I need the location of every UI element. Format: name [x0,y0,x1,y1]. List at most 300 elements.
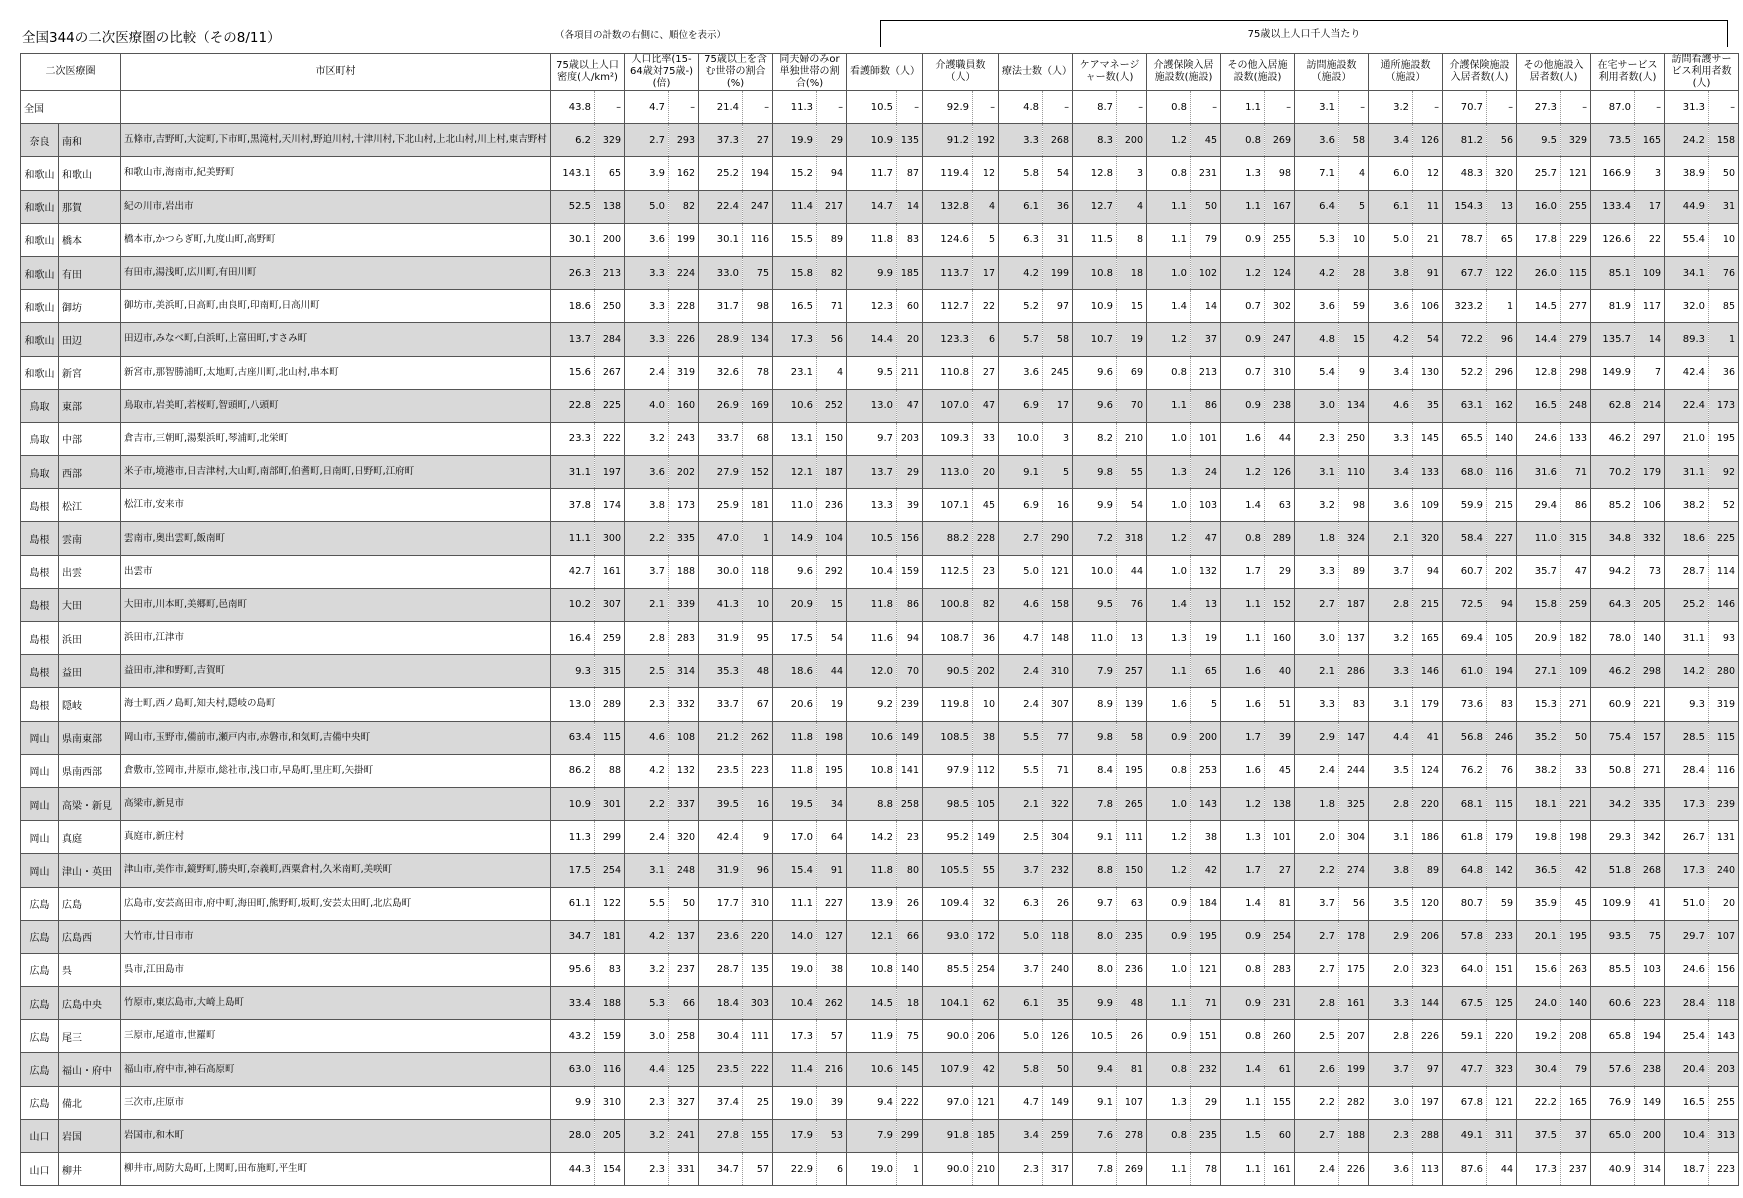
cell-rank: 146 [1709,588,1739,621]
cell-rank: 237 [669,953,699,986]
cell-value: 90.0 [923,1153,973,1186]
cell-value: 28.5 [1665,721,1709,754]
cell-rank: 121 [973,1086,999,1119]
cell-rank: 159 [897,555,923,588]
cell-rank: 27 [743,124,773,157]
cell-rank: 44 [1117,555,1147,588]
cell-value: 109.4 [923,887,973,920]
cell-rank: 19 [1191,622,1221,655]
cell-rank: 135 [897,124,923,157]
cell-rank: 71 [1561,456,1591,489]
cell-value: 10.5 [847,522,897,555]
cell-value: 61.0 [1443,655,1487,688]
cell-value: 2.7 [1295,920,1339,953]
cell-value: 4.7 [625,91,669,124]
cell-value: 3.0 [1295,622,1339,655]
cell-value: 3.3 [625,323,669,356]
cell-value: 64.0 [1443,953,1487,986]
cell-value: 1.3 [1221,157,1265,190]
cell-value: 1.3 [1147,1086,1191,1119]
cell-value: 2.7 [1295,1119,1339,1152]
cell-value: 30.1 [699,223,743,256]
cell-value: 47.0 [699,522,743,555]
cell-value: 11.8 [847,588,897,621]
cell-value: 4.6 [999,588,1043,621]
cell-rank: 315 [1561,522,1591,555]
cell-municipalities: 新宮市,那智勝浦町,太地町,古座川町,北山村,串本町 [121,356,551,389]
cell-value: 7.1 [1295,157,1339,190]
cell-rank: 130 [1413,356,1443,389]
cell-value: 41.3 [699,588,743,621]
header-metric: その他入居施設数(施設) [1221,54,1295,91]
cell-value: 4.6 [625,721,669,754]
cell-rank: 235 [1117,920,1147,953]
cell-value: 4.2 [625,920,669,953]
cell-value: 1.0 [1147,256,1191,289]
cell-value: 119.4 [923,157,973,190]
cell-rank: 54 [1117,489,1147,522]
cell-value: 31.3 [1665,91,1709,124]
cell-rank: 41 [1413,721,1443,754]
cell-area: 有田 [59,256,121,289]
cell-value: 113.7 [923,256,973,289]
table-body [21,91,1739,1186]
cell-rank: 81 [1265,887,1295,920]
cell-rank: 161 [1339,987,1369,1020]
cell-value: 6.9 [999,489,1043,522]
cell-rank: 208 [1561,1020,1591,1053]
cell-rank: 55 [1117,456,1147,489]
cell-value: 107.9 [923,1053,973,1086]
cell-rank: 138 [595,190,625,223]
cell-value: 4.6 [1369,389,1413,422]
cell-area: 浜田 [59,622,121,655]
table-row [21,1053,1739,1086]
cell-value: 3.6 [1369,489,1413,522]
cell-rank: 1 [743,522,773,555]
cell-value: 6.4 [1295,190,1339,223]
cell-value: 8.4 [1073,754,1117,787]
cell-value: 2.4 [1295,1153,1339,1186]
cell-area: 中部 [59,422,121,455]
cell-rank: – [1339,91,1369,124]
cell-value: 19.5 [773,787,817,820]
table-row [21,622,1739,655]
page-title: 全国344の二次医療圏の比較（その8/11） [22,30,281,46]
cell-rank: – [1635,91,1665,124]
cell-value: 0.9 [1221,223,1265,256]
cell-rank: 282 [1339,1086,1369,1119]
cell-value: 4.4 [625,1053,669,1086]
cell-value: 1.1 [1221,190,1265,223]
cell-value: 35.2 [1517,721,1561,754]
cell-rank: 158 [1043,588,1073,621]
table-row [21,821,1739,854]
cell-value: 1.2 [1221,456,1265,489]
cell-value: 112.7 [923,290,973,323]
cell-value: 30.0 [699,555,743,588]
cell-municipalities: 大田市,川本町,美郷町,邑南町 [121,588,551,621]
cell-rank: 210 [973,1153,999,1186]
cell-rank: 124 [1413,754,1443,787]
cell-value: 65.8 [1591,1020,1635,1053]
cell-value: 11.4 [773,190,817,223]
cell-value: 33.7 [699,688,743,721]
cell-rank: 10 [973,688,999,721]
cell-rank: 319 [669,356,699,389]
cell-area: 松江 [59,489,121,522]
cell-rank: 245 [1043,356,1073,389]
cell-value: 23.3 [551,422,595,455]
cell-value: 18.6 [551,290,595,323]
cell-rank: 178 [1339,920,1369,953]
cell-value: 28.4 [1665,754,1709,787]
cell-rank: 56 [1487,124,1517,157]
cell-value: 107.1 [923,489,973,522]
cell-rank: 34 [817,787,847,820]
cell-rank: 47 [1561,555,1591,588]
cell-value: 18.6 [1665,522,1709,555]
cell-rank: 255 [1561,190,1591,223]
cell-rank: 118 [1709,987,1739,1020]
cell-value: 70.7 [1443,91,1487,124]
cell-value: 8.8 [847,787,897,820]
cell-rank: 126 [1043,1020,1073,1053]
cell-value: 20.4 [1665,1053,1709,1086]
cell-rank: 259 [1043,1119,1073,1152]
cell-rank: 229 [1561,223,1591,256]
cell-municipalities: 鳥取市,岩美町,若桜町,智頭町,八頭町 [121,389,551,422]
cell-rank: 118 [1043,920,1073,953]
cell-value: 0.9 [1221,987,1265,1020]
cell-value: 17.3 [1665,854,1709,887]
cell-value: 2.8 [1369,1020,1413,1053]
cell-prefecture: 島根 [21,555,59,588]
cell-value: 10.0 [1073,555,1117,588]
cell-value: 78.7 [1443,223,1487,256]
cell-prefecture: 山口 [21,1119,59,1152]
cell-rank: 4 [817,356,847,389]
cell-rank: 69 [1117,356,1147,389]
cell-rank: 141 [897,754,923,787]
table-row [21,1086,1739,1119]
cell-rank: 318 [1117,522,1147,555]
cell-value: 0.9 [1221,920,1265,953]
cell-rank: 310 [743,887,773,920]
cell-rank: 51 [1265,688,1295,721]
cell-value: 81.2 [1443,124,1487,157]
header-area: 二次医療圏 [21,54,121,91]
cell-value: 9.2 [847,688,897,721]
cell-value: 1.0 [1147,489,1191,522]
cell-value: 2.3 [625,688,669,721]
cell-rank: 31 [1709,190,1739,223]
cell-value: 63.0 [551,1053,595,1086]
cell-value: 85.5 [923,953,973,986]
cell-value: 3.1 [625,854,669,887]
cell-rank: 85 [1709,290,1739,323]
cell-value: 11.3 [551,821,595,854]
cell-rank: 83 [1339,688,1369,721]
cell-rank: 80 [897,854,923,887]
cell-rank: 246 [1487,721,1517,754]
cell-value: 6.1 [999,987,1043,1020]
cell-value: 95.2 [923,821,973,854]
cell-value: 34.2 [1591,787,1635,820]
cell-rank: 7 [1635,356,1665,389]
cell-value: 2.3 [1369,1119,1413,1152]
cell-rank: 98 [1265,157,1295,190]
cell-rank: 58 [1043,323,1073,356]
cell-value: 11.4 [773,1053,817,1086]
cell-rank: 120 [1413,887,1443,920]
cell-rank: 18 [897,987,923,1020]
cell-value: 11.1 [551,522,595,555]
cell-value: 51.8 [1591,854,1635,887]
cell-value: 2.0 [1295,821,1339,854]
cell-rank: – [1709,91,1739,124]
cell-value: 2.0 [1369,953,1413,986]
cell-rank: 55 [973,854,999,887]
cell-rank: 53 [817,1119,847,1152]
table-row [21,223,1739,256]
cell-rank: 247 [1265,323,1295,356]
cell-value: 1.4 [1147,290,1191,323]
cell-value: 0.8 [1147,157,1191,190]
cell-value: 107.0 [923,389,973,422]
cell-value: 3.2 [1369,622,1413,655]
cell-rank: 188 [669,555,699,588]
cell-rank: 214 [1635,389,1665,422]
cell-rank: 216 [817,1053,847,1086]
cell-rank: 106 [1413,290,1443,323]
cell-rank: 36 [1709,356,1739,389]
cell-prefecture: 鳥取 [21,456,59,489]
cell-value: 37.8 [551,489,595,522]
cell-rank: 165 [1413,622,1443,655]
cell-rank: 133 [1413,456,1443,489]
cell-rank: 94 [897,622,923,655]
cell-rank: 271 [1561,688,1591,721]
cell-rank: 292 [817,555,847,588]
cell-rank: 277 [1561,290,1591,323]
cell-rank: 4 [973,190,999,223]
cell-rank: 268 [1635,854,1665,887]
cell-value: 60.7 [1443,555,1487,588]
cell-value: 52.5 [551,190,595,223]
cell-value: 1.1 [1147,987,1191,1020]
cell-rank: 75 [897,1020,923,1053]
cell-rank: 239 [1709,787,1739,820]
cell-value: 43.2 [551,1020,595,1053]
cell-rank: 15 [1117,290,1147,323]
cell-value: 7.2 [1073,522,1117,555]
cell-value: 25.7 [1517,157,1561,190]
cell-value: 1.0 [1147,555,1191,588]
cell-value: 11.0 [1517,522,1561,555]
cell-rank: 254 [973,953,999,986]
cell-rank: 115 [1561,256,1591,289]
cell-value: 149.9 [1591,356,1635,389]
cell-rank: 262 [743,721,773,754]
cell-prefecture: 島根 [21,489,59,522]
cell-rank: 29 [1191,1086,1221,1119]
cell-rank: 103 [1635,953,1665,986]
cell-rank: 197 [595,456,625,489]
cell-rank: 126 [1265,456,1295,489]
cell-value: 124.6 [923,223,973,256]
table-row [21,389,1739,422]
cell-rank: 10 [743,588,773,621]
cell-rank: 329 [1561,124,1591,157]
cell-prefecture: 島根 [21,655,59,688]
cell-rank: – [817,91,847,124]
cell-value: 5.0 [999,1020,1043,1053]
cell-rank: 134 [1339,389,1369,422]
cell-value: 2.4 [625,821,669,854]
cell-area: 備北 [59,1086,121,1119]
cell-value: 34.7 [551,920,595,953]
cell-municipalities: 海士町,西ノ島町,知夫村,隠岐の島町 [121,688,551,721]
cell-rank: 96 [743,854,773,887]
cell-rank: 202 [669,456,699,489]
cell-value: 9.7 [847,422,897,455]
cell-area: 岩国 [59,1119,121,1152]
cell-prefecture: 岡山 [21,754,59,787]
cell-rank: 59 [1487,887,1517,920]
cell-value: 9.6 [1073,356,1117,389]
cell-rank: 124 [1265,256,1295,289]
cell-rank: 58 [1339,124,1369,157]
cell-municipalities: 岩国市,和木町 [121,1119,551,1152]
cell-rank: 65 [595,157,625,190]
cell-municipalities: 益田市,津和野町,吉賀町 [121,655,551,688]
cell-value: 38.2 [1517,754,1561,787]
cell-rank: 236 [817,489,847,522]
cell-value: 17.0 [773,821,817,854]
cell-value: 3.3 [625,256,669,289]
cell-rank: 185 [973,1119,999,1152]
cell-rank: 215 [1487,489,1517,522]
cell-rank: – [1191,91,1221,124]
cell-value: 11.5 [1073,223,1117,256]
cell-value: 3.7 [1295,887,1339,920]
table-row [21,290,1739,323]
cell-value: 27.3 [1517,91,1561,124]
cell-value: 2.7 [1295,588,1339,621]
cell-value: 0.9 [1147,721,1191,754]
cell-value: 10.5 [847,91,897,124]
cell-rank: 248 [1561,389,1591,422]
cell-rank: 134 [743,323,773,356]
cell-prefecture: 鳥取 [21,389,59,422]
cell-value: 9.5 [1517,124,1561,157]
cell-value: 2.7 [625,124,669,157]
cell-rank: 39 [897,489,923,522]
cell-value: 4.8 [999,91,1043,124]
cell-value: 0.8 [1221,124,1265,157]
cell-rank: 205 [595,1119,625,1152]
cell-rank: 114 [1709,555,1739,588]
cell-value: 9.3 [551,655,595,688]
table-row [21,1119,1739,1152]
cell-area: 西部 [59,456,121,489]
comparison-table [20,53,1739,1186]
cell-value: 5.0 [999,920,1043,953]
cell-rank: 263 [1561,953,1591,986]
cell-rank: 205 [1635,588,1665,621]
cell-value: 5.0 [999,555,1043,588]
cell-value: 1.1 [1221,1086,1265,1119]
cell-rank: 36 [1043,190,1073,223]
cell-value: 50.8 [1591,754,1635,787]
cell-value: 2.2 [1295,854,1339,887]
cell-rank: 152 [1265,588,1295,621]
cell-rank: 173 [1709,389,1739,422]
cell-value: 57.8 [1443,920,1487,953]
cell-municipalities: 有田市,湯浅町,広川町,有田川町 [121,256,551,289]
cell-rank: 117 [1635,290,1665,323]
cell-rank: 131 [1709,821,1739,854]
cell-rank: 145 [1413,422,1443,455]
cell-rank: 93 [1709,622,1739,655]
cell-value: 3.8 [1369,854,1413,887]
cell-value: 20.1 [1517,920,1561,953]
cell-value: 19.9 [773,124,817,157]
cell-value: 10.4 [1665,1119,1709,1152]
cell-rank: 207 [1339,1020,1369,1053]
cell-value: 17.3 [1665,787,1709,820]
cell-value: 28.0 [551,1119,595,1152]
cell-rank: 278 [1117,1119,1147,1152]
cell-value: 67.8 [1443,1086,1487,1119]
cell-rank: 86 [1191,389,1221,422]
cell-value: 3.6 [1295,290,1339,323]
cell-value: 10.7 [1073,323,1117,356]
cell-value: 91.2 [923,124,973,157]
cell-value: 15.2 [773,157,817,190]
cell-value: 1.2 [1221,787,1265,820]
cell-rank: 279 [1561,323,1591,356]
cell-value: 2.3 [999,1153,1043,1186]
cell-rank: 239 [897,688,923,721]
cell-value: 12.7 [1073,190,1117,223]
cell-rank: 289 [595,688,625,721]
cell-rank: 195 [1561,920,1591,953]
cell-prefecture: 山口 [21,1153,59,1186]
cell-prefecture: 島根 [21,588,59,621]
table-row [21,754,1739,787]
cell-value: 90.0 [923,1020,973,1053]
cell-rank: 222 [897,1086,923,1119]
cell-rank: 109 [1561,655,1591,688]
cell-prefecture: 広島 [21,1020,59,1053]
cell-prefecture: 全国 [21,91,121,124]
cell-prefecture: 和歌山 [21,290,59,323]
cell-rank: 13 [1487,190,1517,223]
cell-rank: 23 [897,821,923,854]
cell-value: 93.5 [1591,920,1635,953]
cell-rank: 45 [973,489,999,522]
cell-value: 34.8 [1591,522,1635,555]
cell-value: 23.5 [699,1053,743,1086]
cell-rank: 151 [1487,953,1517,986]
cell-rank: 70 [1117,389,1147,422]
cell-value: 9.5 [847,356,897,389]
cell-value: 10.6 [847,1053,897,1086]
cell-prefecture: 和歌山 [21,223,59,256]
cell-rank: 298 [1635,655,1665,688]
